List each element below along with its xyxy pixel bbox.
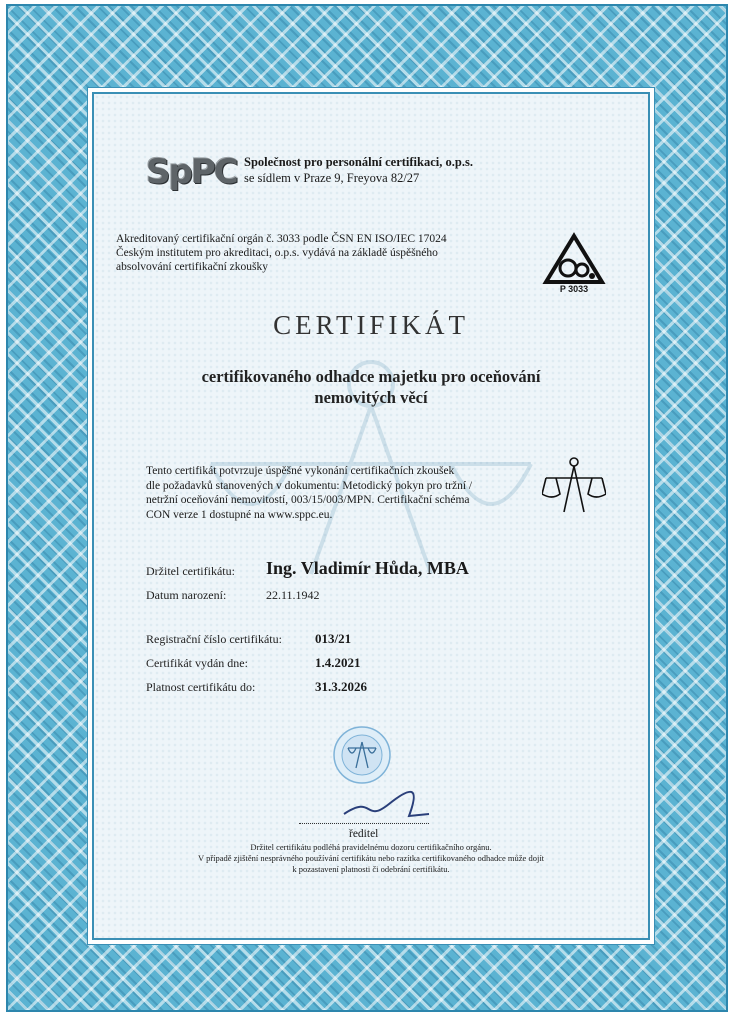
signatory-role: ředitel (349, 828, 379, 840)
statement-line-4: CON verze 1 dostupné na www.sppc.eu. (146, 508, 333, 521)
official-seal-icon (324, 724, 400, 786)
footer-line-3: k pozastavení platnosti či odebrání certifikátu. (292, 864, 450, 874)
birth-date-label: Datum narození: (146, 588, 227, 602)
certificate-statement (146, 464, 526, 522)
birth-date-value: 22.11.1942 (266, 588, 320, 602)
subtitle-line-2: nemovitých věcí (314, 388, 428, 407)
statement-line-3: netržní oceňování nemovitostí, 003/15/003/MPN. Certifikační schéma (146, 494, 470, 506)
footer-line-1: Držitel certifikátu podléhá pravidelnému dozoru certifikačního orgánu. (250, 842, 492, 852)
statement-line-2: dle požadavků stanovených v dokumentu: Metodický pokyn pro tržní / (146, 479, 473, 492)
certificate-title: CERTIFIKÁT (273, 310, 469, 340)
accreditation-line-1: Akreditovaný certifikační orgán č. 3033 podle ČSN EN ISO/IEC 17024 (116, 233, 447, 245)
validity-label: Platnost certifikátu do: (146, 680, 256, 694)
company-address: se sídlem v Praze 9, Freyova 82/27 (244, 171, 420, 185)
company-name: Společnost pro personální certifikaci, o.p.s. (244, 155, 473, 169)
accreditation-line-3: absolvování certifikační zkoušky (116, 261, 269, 273)
subtitle-line-1: certifikovaného odhadce majetku pro oceňování (201, 367, 541, 386)
company-logo (146, 150, 237, 194)
scales-icon (542, 454, 606, 518)
company-info (244, 154, 473, 186)
certificate-body (92, 92, 650, 940)
registration-number-value: 013/21 (315, 631, 352, 646)
accreditation-text (116, 232, 536, 274)
logo-text: SpPC (146, 152, 237, 192)
issued-date-value: 1.4.2021 (315, 655, 361, 670)
validity-value: 31.3.2026 (315, 679, 367, 694)
registration-number-label: Registrační číslo certifikátu: (146, 632, 282, 646)
holder-name: Ing. Vladimír Hůda, MBA (266, 558, 469, 578)
accreditation-code: P 3033 (559, 284, 589, 294)
holder-label: Držitel certifikátu: (146, 564, 235, 578)
statement-line-1: Tento certifikát potvrzuje úspěšné vykonání certifikačních zkoušek (146, 465, 455, 477)
footer-line-2: V případě zjištění nesprávného používání certifikátu nebo razítka certifikovaného odhadce může dojít (197, 853, 545, 863)
footer-notice (124, 842, 618, 875)
certificate-subtitle (134, 366, 608, 408)
accreditation-line-2: Českým institutem pro akreditaci, o.p.s. vydává na základě úspěšného (116, 247, 438, 259)
issued-date-label: Certifikát vydán dne: (146, 656, 248, 670)
signature-line (299, 823, 429, 824)
signature-icon (334, 784, 454, 824)
